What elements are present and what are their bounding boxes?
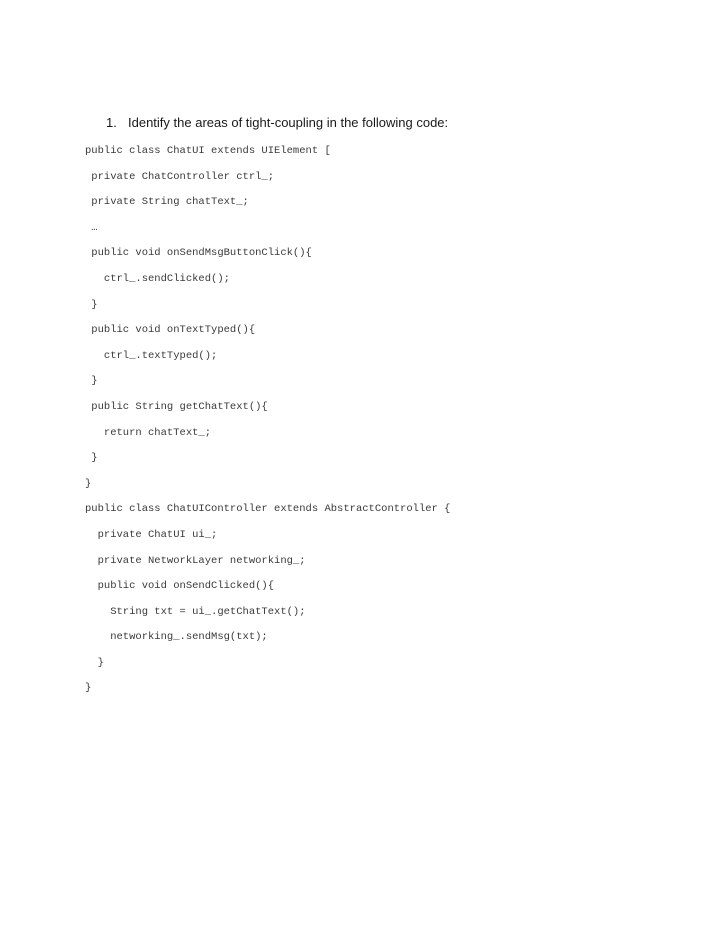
question-item [106, 115, 448, 130]
code-line: return chatText_; [85, 426, 212, 439]
code-line: } [85, 656, 104, 669]
code-line: String txt = ui_.getChatText(); [85, 605, 306, 618]
code-line: public void onSendClicked(){ [85, 580, 275, 593]
code-line: ctrl_.sendClicked(); [85, 272, 230, 285]
code-line: } [85, 682, 92, 695]
code-line: } [85, 452, 98, 465]
code-line: private ChatController ctrl_; [85, 170, 275, 183]
question-number: 1. [106, 115, 117, 130]
code-line: private ChatUI ui_; [85, 528, 218, 541]
code-line: public class ChatUI extends UIElement [ [85, 145, 331, 157]
code-block [85, 144, 685, 707]
code-line: … [85, 221, 98, 234]
code-line: } [85, 375, 98, 388]
code-line: public class ChatUIController extends AbstractController { [85, 503, 451, 516]
code-line: public void onTextTyped(){ [85, 324, 256, 337]
code-line: networking_.sendMsg(txt); [85, 631, 268, 644]
code-line: public void onSendMsgButtonClick(){ [85, 247, 312, 260]
code-line: public String getChatText(){ [85, 400, 268, 413]
code-line: } [85, 298, 98, 311]
code-line: private String chatText_; [85, 196, 249, 209]
question-text: Identify the areas of tight-coupling in the following code: [128, 115, 449, 130]
code-line: ctrl_.textTyped(); [85, 349, 218, 362]
code-line: private NetworkLayer networking_; [85, 554, 306, 567]
code-line: } [85, 477, 92, 490]
